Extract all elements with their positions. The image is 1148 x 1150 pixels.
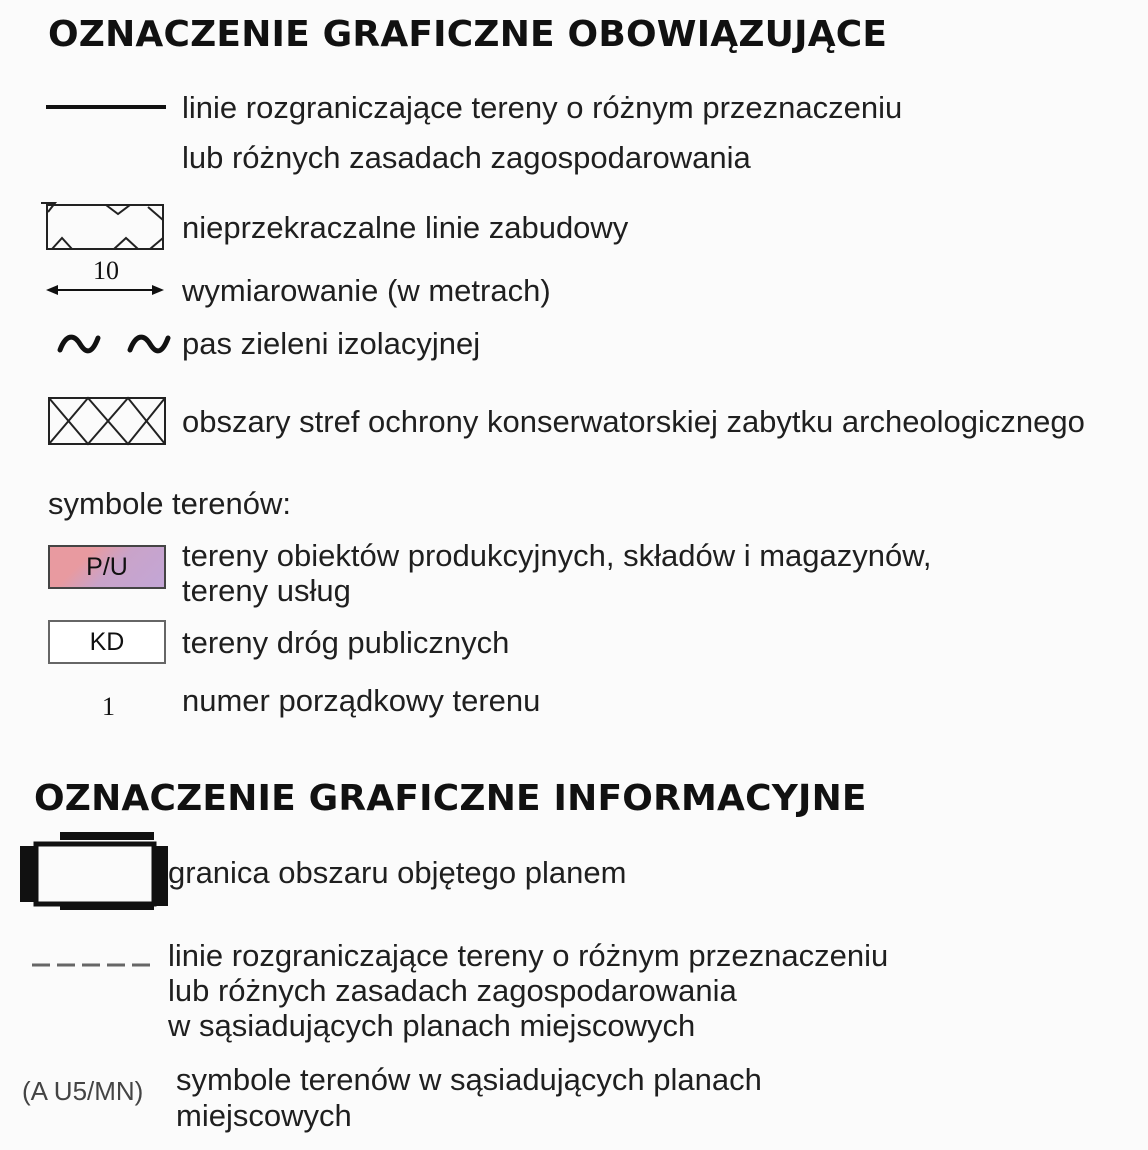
- legend-text: granica obszaru objętego planem: [168, 855, 627, 890]
- legend-text: tereny dróg publicznych: [182, 625, 510, 660]
- symbol-pu-box: [48, 545, 166, 589]
- dimension-arrow-icon: [46, 283, 164, 297]
- area-number: 1: [102, 692, 115, 721]
- plan-boundary-icon: [20, 832, 170, 912]
- heading-informative: OZNACZENIE GRAFICZNE INFORMACYJNE: [34, 778, 867, 819]
- crosshatch-icon: [48, 397, 166, 445]
- legend-text: linie rozgraniczające tereny o różnym przeznaczeniu: [182, 90, 903, 125]
- legend-text: lub różnych zasadach zagospodarowania: [168, 973, 737, 1008]
- symbols-label: symbole terenów:: [48, 486, 291, 521]
- neighbour-symbol: (A U5/MN): [22, 1076, 144, 1106]
- legend-text: tereny usług: [182, 573, 351, 608]
- heading-obligatory: OZNACZENIE GRAFICZNE OBOWIĄZUJĄCE: [48, 14, 888, 55]
- solid-line-icon: [46, 104, 166, 110]
- green-belt-icon: [56, 332, 172, 358]
- legend-text: pas zieleni izolacyjnej: [182, 326, 481, 361]
- legend-text: miejscowych: [176, 1098, 352, 1133]
- legend-text: nieprzekraczalne linie zabudowy: [182, 210, 629, 245]
- symbol-code: P/U: [86, 552, 128, 581]
- building-line-icon: [40, 200, 168, 252]
- dashed-line-icon: [32, 962, 150, 968]
- symbol-code: KD: [89, 627, 125, 656]
- legend-text: linie rozgraniczające tereny o różnym przeznaczeniu: [168, 938, 889, 973]
- legend-text: lub różnych zasadach zagospodarowania: [182, 140, 751, 175]
- legend-text: w sąsiadujących planach miejscowych: [168, 1008, 696, 1043]
- dimension-value: 10: [93, 256, 119, 285]
- legend-text: tereny obiektów produkcyjnych, składów i magazynów,: [182, 538, 932, 573]
- symbol-kd-box: [48, 620, 166, 664]
- legend-text: numer porządkowy terenu: [182, 683, 541, 718]
- legend-text: obszary stref ochrony konserwatorskiej zabytku archeologicznego: [182, 404, 1085, 439]
- legend-text: symbole terenów w sąsiadujących planach: [176, 1062, 762, 1097]
- legend-text: wymiarowanie (w metrach): [182, 273, 551, 308]
